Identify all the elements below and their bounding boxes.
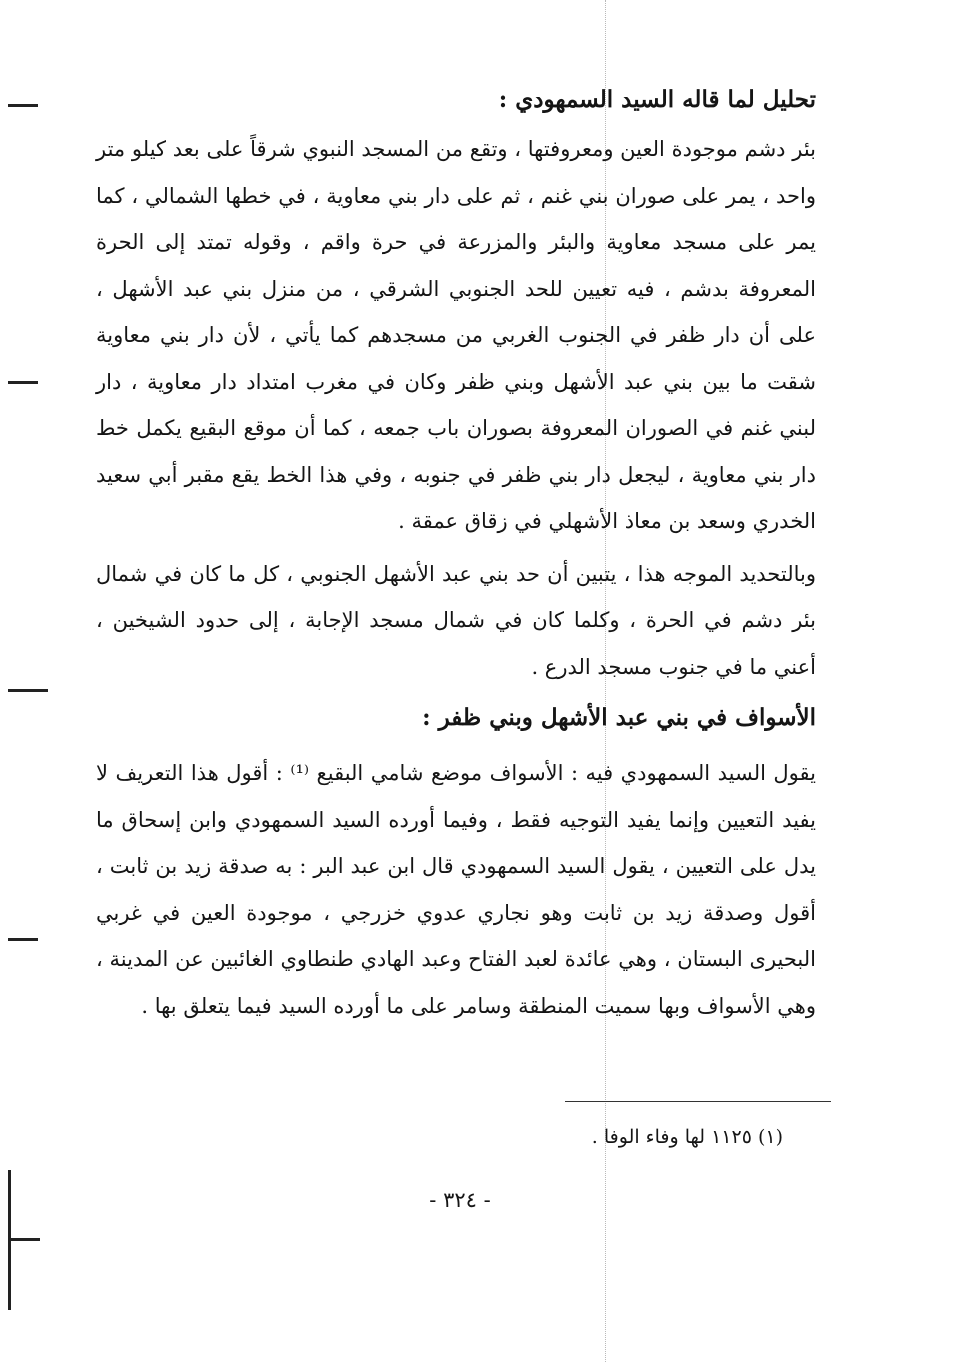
section-heading-analysis: تحليل لما قاله السيد السمهودي : — [498, 86, 816, 113]
footnote: (١) ١١٢٥ لها وفاء الوفا . — [591, 1126, 783, 1148]
footnote-separator — [565, 1101, 831, 1102]
edge-mark — [8, 104, 38, 107]
paragraph-boundary: وبالتحديد الموجه هذا ، يتبين أن حد بني عبد الأشهل الجنوبي ، كل ما كان في شمال بئر دشم في الحرة ، وكلما كان في شمال مسجد الإجابة ، إلى حدود الشيخين ، أعني ما في جنوب مسجد الدرع . — [96, 561, 816, 679]
page-body — [96, 80, 816, 1029]
paragraph-aswaf: يقول السيد السمهودي فيه : الأسواف موضع شامي البقيع ⁽¹⁾ : أقول هذا التعريف لا يفيد التعيين وإنما يفيد التوجيه فقط ، وفيما أورده السيد السمهودي وابن إسحاق ما يدل على التعيين ، يقول السيد السمهودي قال ابن عبد البر : به صدقة زيد بن ثابت ، أقول وصدقة زيد بن ثابت وهو نجاري عدوي خزرجي ، موجودة العين في غربي البحيرى البستان ، وهي عائدة لعبد الفتاح وعبد الهادي طنطاوي الغائبين عن المدينة ، وهي الأسواف وبها سميت المنطقة وسامر على ما أورده السيد فيما يتعلق بها . — [96, 761, 816, 1018]
paragraph-bir-dashm: بئر دشم موجودة العين ومعروفتها ، وتقع من المسجد النبوي شرقاً على بعد كيلو متر واحد ، يمر على صوران بني غنم ، ثم على دار بني معاوية ، في خطها الشمالي ، كما يمر على مسجد معاوية والبئر والمزرعة في حرة واقم ، وقوله تمتد إلى الحرة المعروفة بدشم ، فيه تعيين للحد الجنوبي الشرقي ، من منزل بني عبد الأشهل ، على أن دار ظفر في الجنوب الغربي من مسجدهم كما يأتي ، لأن دار بني معاوية شقت ما بين بني عبد الأشهل وبني ظفر وكان في مغرب امتداد دار معاوية ، دار لبني غنم في الصوران المعروفة بصوران باب جمعه ، كما أن موقع البقيع يكمل خط دار بني معاوية ، ليجعل دار بني ظفر في جنوبه ، وفي هذا الخط يقع مقبر أبي سعيد الخدري وسعد بن معاذ الأشهلي في زقاق عمقة . — [96, 137, 816, 533]
edge-mark — [8, 1170, 11, 1310]
page-number: - ٣٢٤ - — [429, 1188, 491, 1212]
edge-mark — [8, 938, 38, 941]
edge-mark — [8, 689, 48, 692]
edge-mark — [8, 1238, 40, 1241]
section-heading-aswaf: الأسواف في بني عبد الأشهل وبني ظفر : — [422, 704, 816, 731]
edge-mark — [8, 381, 38, 384]
binding-edge-marks — [0, 0, 60, 1362]
